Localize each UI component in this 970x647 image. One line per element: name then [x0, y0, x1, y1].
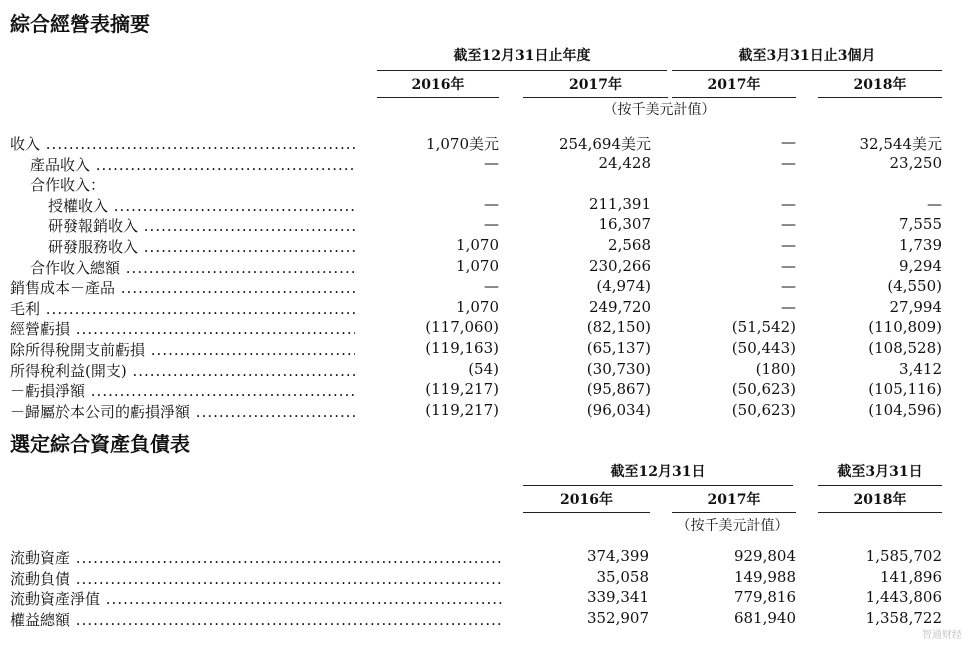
table-row [0, 174, 970, 195]
row-label: 毛利 ..... [10, 298, 355, 319]
rule-year-end [377, 70, 667, 71]
cell-value: (50,443) [731, 339, 796, 357]
cell-value: — [484, 277, 499, 296]
year-2017: 2017年 [569, 77, 622, 93]
row-label: 流動負債 ..... [10, 568, 502, 589]
cell-value: 16,307 [598, 215, 651, 234]
cell-value: 1,070 [456, 297, 499, 316]
cell-value: (110,809) [868, 318, 942, 337]
rule-dec [523, 485, 793, 486]
row-label: 合作收入總額 ..... [30, 257, 355, 278]
rule-bal-2017 [672, 512, 796, 513]
cell-value: (51,542) [731, 318, 796, 337]
table-row [0, 133, 970, 154]
rule-mar [818, 485, 942, 486]
bal-year-2016: 2016年 [560, 492, 613, 508]
table-row [0, 154, 970, 175]
table-row [0, 609, 970, 630]
table-row [0, 257, 970, 278]
cell-value: (96,034) [586, 400, 651, 419]
cell-value: (65,137) [586, 339, 651, 357]
cell-value: 230,266 [588, 256, 651, 275]
cell-value: 249,720 [588, 297, 651, 316]
cell-value: 339,341 [586, 588, 649, 606]
cell-value: 1,358,722 [865, 608, 942, 627]
cell-value: 929,804 [733, 547, 796, 565]
header-year-end: 截至12月31日止年度 [453, 48, 591, 64]
cell-value: — [781, 297, 796, 316]
header-mar: 截至3月31日 [837, 464, 923, 480]
cell-value: — [781, 215, 796, 234]
table-row [0, 588, 970, 609]
row-label: 權益總額 ..... [10, 609, 502, 630]
cell-value: 1,070 [456, 236, 499, 254]
table-row [0, 380, 970, 401]
cell-value: (54) [468, 359, 499, 378]
year-2016: 2016年 [411, 77, 465, 93]
table-row [0, 318, 970, 339]
row-label: 收入 ..... [10, 133, 355, 154]
row-label: 流動資產淨值 ..... [10, 588, 502, 609]
table-row [0, 360, 970, 381]
row-label: 研發服務收入 ..... [48, 236, 355, 257]
rule-2016 [377, 97, 499, 98]
table-row [0, 298, 970, 319]
table-row [0, 215, 970, 236]
table-row [0, 401, 970, 422]
cell-value: 24,428 [598, 153, 651, 172]
cell-value: (50,623) [731, 400, 796, 419]
row-label: 銷售成本－產品 ..... [10, 277, 355, 298]
summary-title: 綜合經營表摘要 [10, 12, 150, 36]
rule-2018-q [818, 97, 942, 98]
cell-value: — [781, 256, 796, 275]
rule-2017-q [672, 97, 796, 98]
cell-value: 681,940 [733, 608, 796, 627]
rule-2017 [523, 97, 668, 98]
cell-value: 254,694美元 [558, 135, 651, 153]
rule-bal-2018 [818, 512, 942, 513]
cell-value: 35,058 [596, 567, 649, 586]
cell-value: 149,988 [733, 567, 796, 586]
cell-value: 1,070美元 [426, 135, 499, 153]
row-label: 產品收入 ..... [30, 154, 355, 175]
row-label: －歸屬於本公司的虧損淨額 ..... [10, 401, 355, 422]
cell-value: 7,555 [899, 215, 942, 234]
table-row [0, 277, 970, 298]
cell-value: (105,116) [868, 380, 942, 399]
cell-value: — [781, 277, 796, 296]
cell-value: (95,867) [586, 380, 651, 399]
cell-value: — [781, 133, 796, 151]
table-row [0, 547, 970, 568]
cell-value: (119,217) [425, 380, 499, 399]
row-label: 授權收入 ..... [48, 195, 355, 216]
cell-value: 352,907 [586, 608, 649, 627]
cell-value: — [781, 194, 796, 213]
row-label: －虧損淨額 ..... [10, 380, 355, 401]
table-row [0, 195, 970, 216]
cell-value: (4,550) [887, 277, 942, 296]
cell-value: 9,294 [899, 256, 942, 275]
balance-title: 選定綜合資產負債表 [10, 432, 190, 456]
watermark: 智通财经 [922, 630, 962, 641]
cell-value: 32,544美元 [859, 135, 942, 153]
cell-value: — [484, 153, 499, 172]
cell-value: 1,585,702 [865, 547, 942, 565]
rule-bal-2016 [523, 512, 650, 513]
rule-three-months [672, 70, 942, 71]
cell-value: — [781, 153, 796, 172]
cell-value: (104,596) [868, 400, 942, 419]
cell-value: 1,070 [456, 256, 499, 275]
bal-year-2018: 2018年 [853, 492, 907, 508]
year-2018-q: 2018年 [853, 77, 907, 93]
row-label: 除所得稅開支前虧損 ..... [10, 339, 355, 360]
cell-value: 141,896 [879, 567, 942, 586]
balance-unit: （按千美元計值） [676, 518, 789, 534]
row-label: 研發報銷收入 ..... [48, 215, 355, 236]
cell-value: — [484, 215, 499, 234]
bal-year-2017: 2017年 [707, 492, 761, 508]
cell-value: (117,060) [425, 318, 499, 337]
header-dec: 截至12月31日 [610, 464, 706, 480]
year-2017-q: 2017年 [707, 77, 761, 93]
row-label: 合作收入： [30, 176, 106, 195]
cell-value: (50,623) [731, 380, 796, 399]
table-row [0, 339, 970, 360]
cell-value: (180) [755, 359, 796, 378]
cell-value: (4,974) [596, 277, 651, 296]
table-row [0, 568, 970, 589]
cell-value: 3,412 [899, 359, 942, 378]
table-row [0, 236, 970, 257]
cell-value: 211,391 [588, 194, 651, 213]
cell-value: 23,250 [889, 153, 942, 172]
cell-value: — [781, 236, 796, 254]
row-label: 所得稅利益(開支) ..... [10, 360, 355, 381]
row-label: 流動資產 ..... [10, 547, 502, 568]
cell-value: 374,399 [586, 547, 649, 565]
cell-value: 1,443,806 [865, 588, 942, 606]
cell-value: — [927, 194, 942, 213]
cell-value: (119,217) [425, 400, 499, 419]
cell-value: (82,150) [586, 318, 651, 337]
header-three-months: 截至3月31日止3個月 [738, 48, 876, 64]
cell-value: — [484, 194, 499, 213]
cell-value: (30,730) [586, 359, 651, 378]
row-label: 經營虧損 ..... [10, 318, 355, 339]
cell-value: 1,739 [899, 236, 942, 254]
cell-value: 2,568 [608, 236, 651, 254]
summary-unit: （按千美元計值） [603, 102, 716, 118]
cell-value: 779,816 [733, 588, 796, 606]
cell-value: (108,528) [868, 339, 942, 357]
cell-value: (119,163) [425, 339, 499, 357]
cell-value: 27,994 [889, 297, 942, 316]
